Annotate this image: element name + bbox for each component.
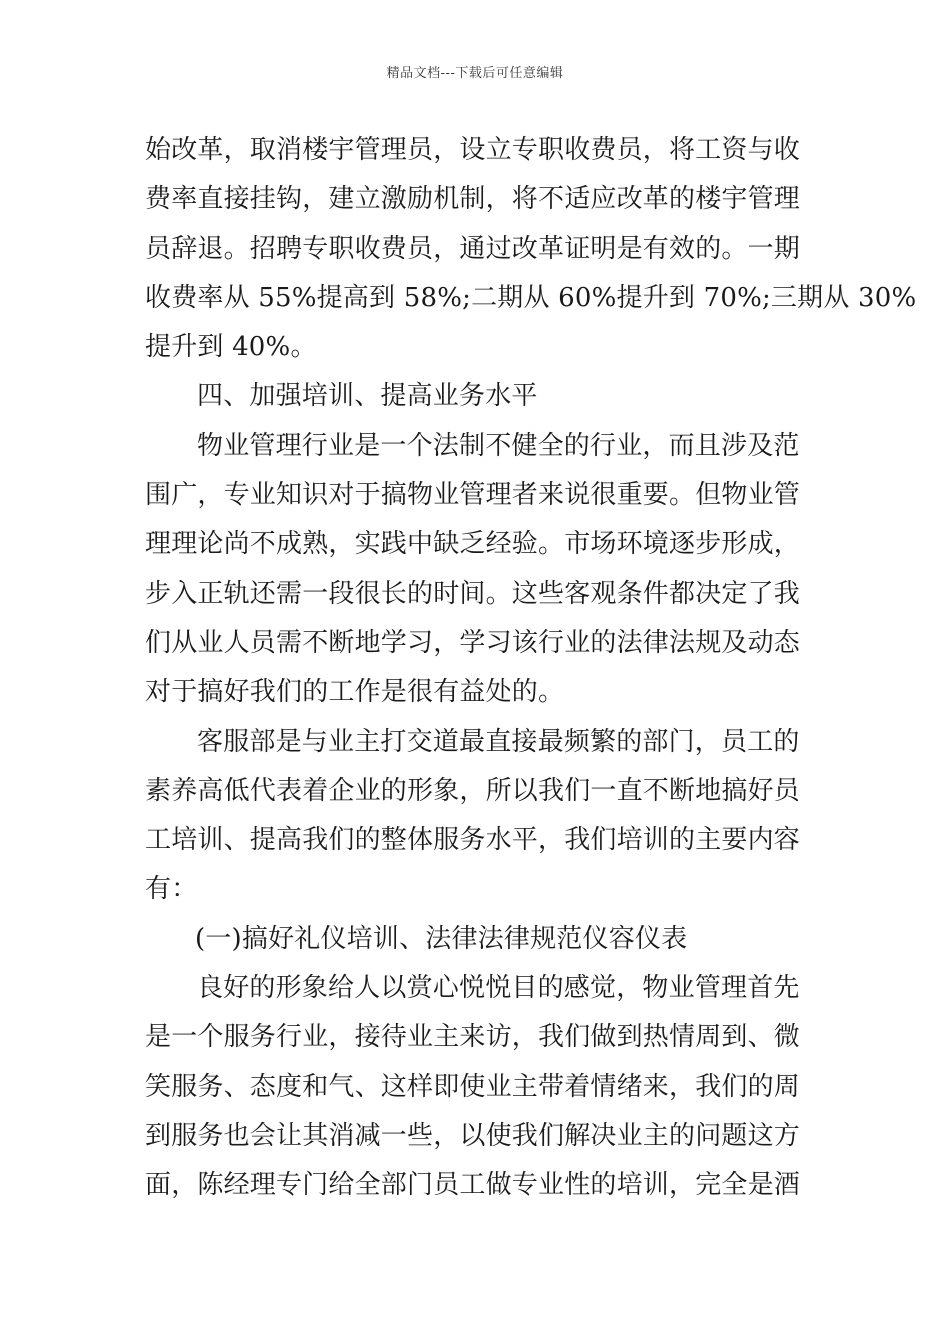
paragraph-start-line: 良好的形象给人以赏心悦悦目的感觉，物业管理首先 [197,973,800,1004]
text-line: 笑服务、态度和气、这样即使业主带着情绪来，我们的周 [145,1071,801,1102]
text-line: 工培训、提高我们的整体服务水平，我们培训的主要内容 [145,825,801,856]
text-line: 员辞退。招聘专职收费员，通过改革证明是有效的。一期 [145,233,801,264]
subsection-heading: (一)搞好礼仪培训、法律法律规范仪容仪表 [195,923,688,954]
paragraph-start-line: 客服部是与业主打交道最直接最频繁的部门，员工的 [197,726,800,757]
text-line: 有： [145,874,198,905]
text-line: 们从业人员需不断地学习，学习该行业的法律法规及动态 [145,627,801,658]
text-line: 到服务也会让其消减一些，以使我们解决业主的问题这方 [145,1120,801,1151]
text-line: 对于搞好我们的工作是很有益处的。 [145,677,565,708]
text-line: 素养高低代表着企业的形象，所以我们一直不断地搞好员 [145,775,801,806]
page-header: 精品文档---下载后可任意编辑 [386,66,564,81]
text-line: 收费率从 55%提高到 58%;二期从 60%提升到 70%;三期从 30% [145,282,917,313]
text-line: 提升到 40%。 [145,332,317,363]
text-line: 是一个服务行业，接待业主来访，我们做到热情周到、微 [145,1022,801,1053]
section-heading: 四、加强培训、提高业务水平 [197,381,538,412]
paragraph-start-line: 物业管理行业是一个法制不健全的行业，而且涉及范 [197,430,800,461]
text-line: 围广，专业知识对于搞物业管理者来说很重要。但物业管 [145,480,801,511]
document-body [145,126,917,1211]
text-line: 步入正轨还需一段很长的时间。这些客观条件都决定了我 [145,578,801,609]
text-line: 始改革，取消楼宇管理员，设立专职收费员，将工资与收 [145,135,801,165]
text-line: 费率直接挂钩，建立激励机制，将不适应改革的楼宇管理 [145,184,801,215]
text-line: 理理论尚不成熟，实践中缺乏经验。市场环境逐步形成， [145,529,801,560]
text-line: 面，陈经理专门给全部门员工做专业性的培训，完全是酒 [145,1170,801,1201]
